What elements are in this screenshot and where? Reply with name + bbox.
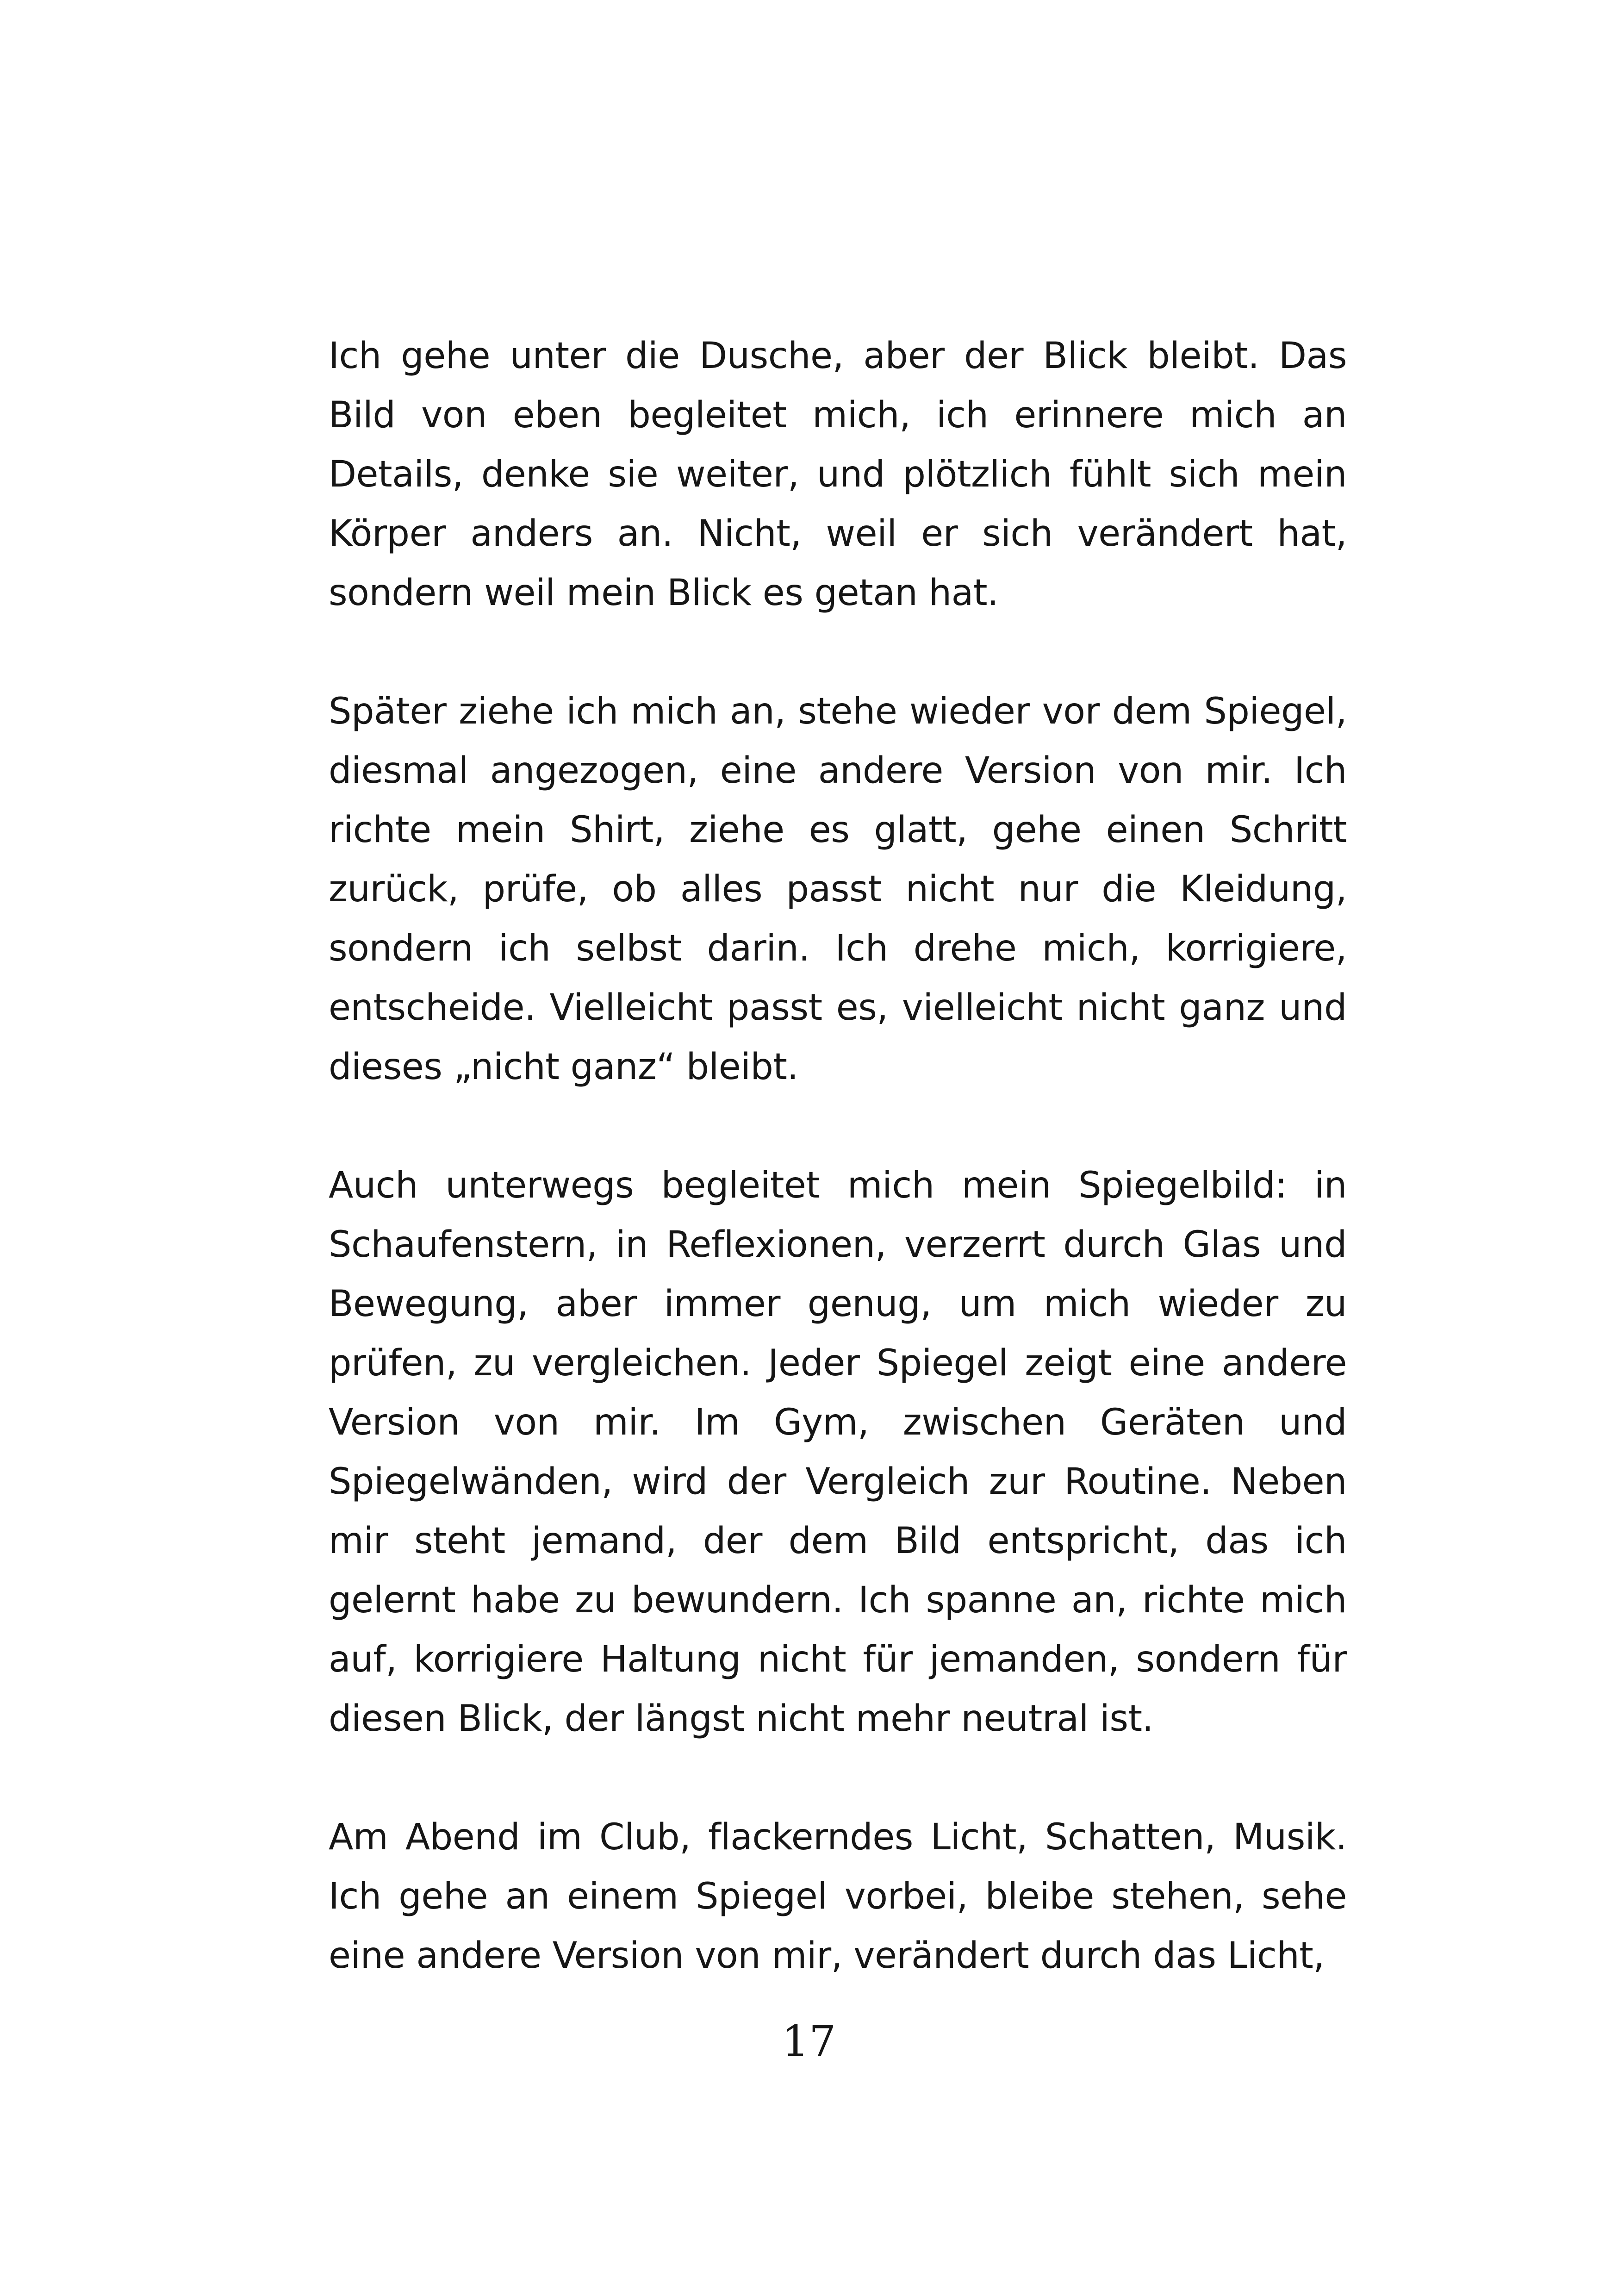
paragraph-4: Am Abend im Club, flackerndes Licht, Schatten, Musik. Ich gehe an einem Spiegel vorbei, bleibe stehen, sehe eine andere Version von mir, verändert durch das Licht,: [329, 1816, 1347, 1977]
paragraph-1: Ich gehe unter die Dusche, aber der Blick bleibt. Das Bild von eben begleitet mich, ich erinnere mich an Details, denke sie weiter, und plötzlich fühlt sich mein Körper anders an. Nicht, weil er sich verändert hat, sondern weil mein Blick es getan hat.: [329, 335, 1347, 614]
paragraph-3: Auch unterwegs begleitet mich mein Spiegelbild: in Schaufenstern, in Reflexionen, verzerrt durch Glas und Bewegung, aber immer genug, um mich wieder zu prüfen, zu vergleichen. Jeder Spiegel zeigt eine andere Version von mir. Im Gym, zwischen Geräten und Spiegelwänden, wird der Vergleich zur Routine. Neben mir steht jemand, der dem Bild entspricht, das ich gelernt habe zu bewundern. Ich spanne an, richte mich auf, korrigiere Haltung nicht für jemanden, sondern für diesen Blick, der längst nicht mehr neutral ist.: [329, 1165, 1347, 1740]
paragraph-2: Später ziehe ich mich an, stehe wieder vor dem Spiegel, diesmal angezogen, eine andere Version von mir. Ich richte mein Shirt, ziehe es glatt, gehe einen Schritt zurück, prüfe, ob alles passt nicht nur die Kleidung, sondern ich selbst darin. Ich drehe mich, korrigiere, entscheide. Vielleicht passt es, vielleicht nicht ganz und dieses „nicht ganz“ bleibt.: [329, 691, 1347, 1088]
body-text: [329, 326, 1347, 1985]
page-number: 17: [782, 2016, 836, 2066]
